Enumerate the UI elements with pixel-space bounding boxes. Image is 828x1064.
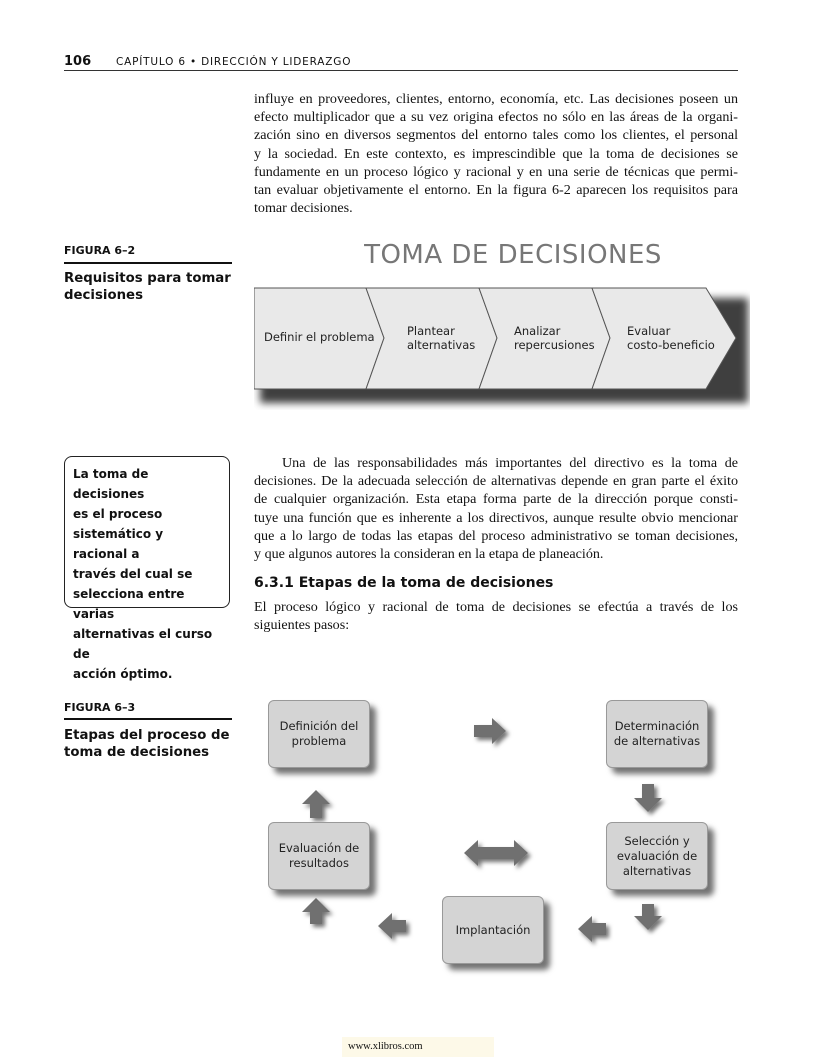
- box-line: Determinación: [614, 719, 700, 733]
- main-line: Una de las responsabilidades más importantes del directivo es la toma de: [282, 455, 738, 471]
- arrow-up-icon: [302, 790, 330, 818]
- main-line: tuye una función que es inherente a los directivos, aunque resulte obvio mencionar: [254, 509, 738, 526]
- note-line: La toma de decisiones: [73, 467, 149, 501]
- main-line: de cualquier organización. Esta etapa forma parte de la dirección porque consti-: [254, 491, 738, 508]
- caption-line: Requisitos para tomar: [64, 271, 231, 286]
- arrow-right-icon: [474, 718, 506, 744]
- box-evaluacion-resultados: [268, 822, 370, 890]
- step-3-label: [514, 324, 595, 352]
- section-line: El proceso lógico y racional de toma de decisiones se efectúa a través de los: [254, 599, 738, 615]
- figure-6-3-diagram: [262, 694, 742, 974]
- main-paragraph: [254, 454, 738, 563]
- figure-6-3-rule: [64, 718, 232, 720]
- arrow-left-icon: [378, 913, 406, 939]
- box-line: alternativas: [622, 863, 692, 878]
- figure-6-3-caption: [64, 727, 230, 761]
- box-line: Implantación: [455, 922, 531, 937]
- arrow-up-icon: [302, 898, 330, 924]
- box-line: resultados: [289, 856, 349, 870]
- note-line: es el proceso: [73, 507, 163, 521]
- step-4-line: Evaluar: [627, 324, 671, 338]
- box-line: problema: [291, 734, 347, 748]
- box-implantacion: [442, 896, 544, 964]
- box-determinacion-alternativas: [606, 700, 708, 768]
- intro-line: efecto multiplicador que a su vez origina efectos no sólo en las áreas de la organi-: [254, 109, 738, 126]
- box-line: Selección y: [624, 833, 690, 848]
- box-line: Definición del: [279, 719, 359, 733]
- intro-paragraph: [254, 90, 738, 217]
- caption-line: Etapas del proceso de: [64, 728, 230, 743]
- note-line: alternativas el curso de: [73, 627, 213, 661]
- step-1-label: Definir el problema: [264, 330, 375, 344]
- note-line: selecciona entre varias: [73, 587, 185, 621]
- box-seleccion-evaluacion: [606, 822, 708, 890]
- step-3-line: repercusiones: [514, 338, 595, 352]
- diagram-title: TOMA DE DECISIONES: [364, 240, 662, 270]
- note-line: acción óptimo.: [73, 667, 173, 681]
- box-line: de alternativas: [613, 734, 701, 748]
- page-number: 106: [64, 54, 92, 69]
- intro-line: tan evaluar objetivamente el entorno. En la figura 6-2 aparecen los requisitos para: [254, 182, 738, 199]
- caption-line: toma de decisiones: [64, 745, 210, 760]
- step-2-label: [407, 324, 475, 352]
- sidebar-note: [64, 456, 230, 681]
- box-line: Evaluación de: [278, 841, 360, 855]
- section-paragraph: [254, 598, 738, 634]
- note-line: través del cual se: [73, 567, 193, 581]
- intro-line: influye en proveedores, clientes, entorno, economía, etc. Las decisiones poseen un: [254, 91, 738, 107]
- step-2-line: alternativas: [407, 338, 476, 352]
- main-line: y que algunos autores la consideran en la etapa de planeación.: [254, 546, 604, 563]
- caption-line: decisiones: [64, 288, 143, 303]
- intro-line: tomar decisiones.: [254, 200, 353, 217]
- main-line: que a lo largo de todas las etapas del proceso administrativo se toman decisiones,: [254, 527, 738, 544]
- main-line: decisiones. De la adecuada selección de alternativas depende en gran parte el éxito: [254, 473, 738, 490]
- box-line: evaluación de: [616, 848, 698, 863]
- arrow-left-icon: [578, 916, 606, 942]
- footer-url[interactable]: www.xlibros.com: [342, 1037, 494, 1057]
- section-heading: 6.3.1 Etapas de la toma de decisiones: [254, 575, 554, 591]
- step-3-line: Analizar: [514, 324, 561, 338]
- section-line: siguientes pasos:: [254, 617, 350, 634]
- box-definicion-problema: [268, 700, 370, 768]
- note-line: sistemático y racional a: [73, 527, 164, 561]
- step-4-label: [627, 324, 715, 352]
- intro-line: fundamente en un proceso lógico y racional y en una serie de técnicas que permi-: [254, 163, 738, 180]
- figure-6-3-label: FIGURA 6–3: [64, 701, 136, 714]
- double-arrow-icon: [464, 840, 528, 866]
- figure-6-2-caption: [64, 270, 231, 304]
- intro-line: y la sociedad. En este contexto, es imprescindible que la toma de decisiones se: [254, 145, 738, 162]
- chapter-title: CAPÍTULO 6 • DIRECCIÓN Y LIDERAZGO: [116, 56, 352, 68]
- step-2-line: Plantear: [407, 324, 455, 338]
- figure-6-2-label: FIGURA 6–2: [64, 244, 136, 257]
- figure-6-2-diagram: [254, 238, 750, 410]
- intro-line: zación sino en diversos segmentos del entorno tales como los clientes, el personal: [254, 127, 738, 144]
- figure-6-2-rule: [64, 262, 232, 264]
- step-4-line: costo-beneficio: [627, 338, 715, 352]
- arrow-down-icon: [634, 904, 662, 930]
- header-rule: [64, 70, 738, 71]
- arrow-down-icon: [634, 784, 662, 812]
